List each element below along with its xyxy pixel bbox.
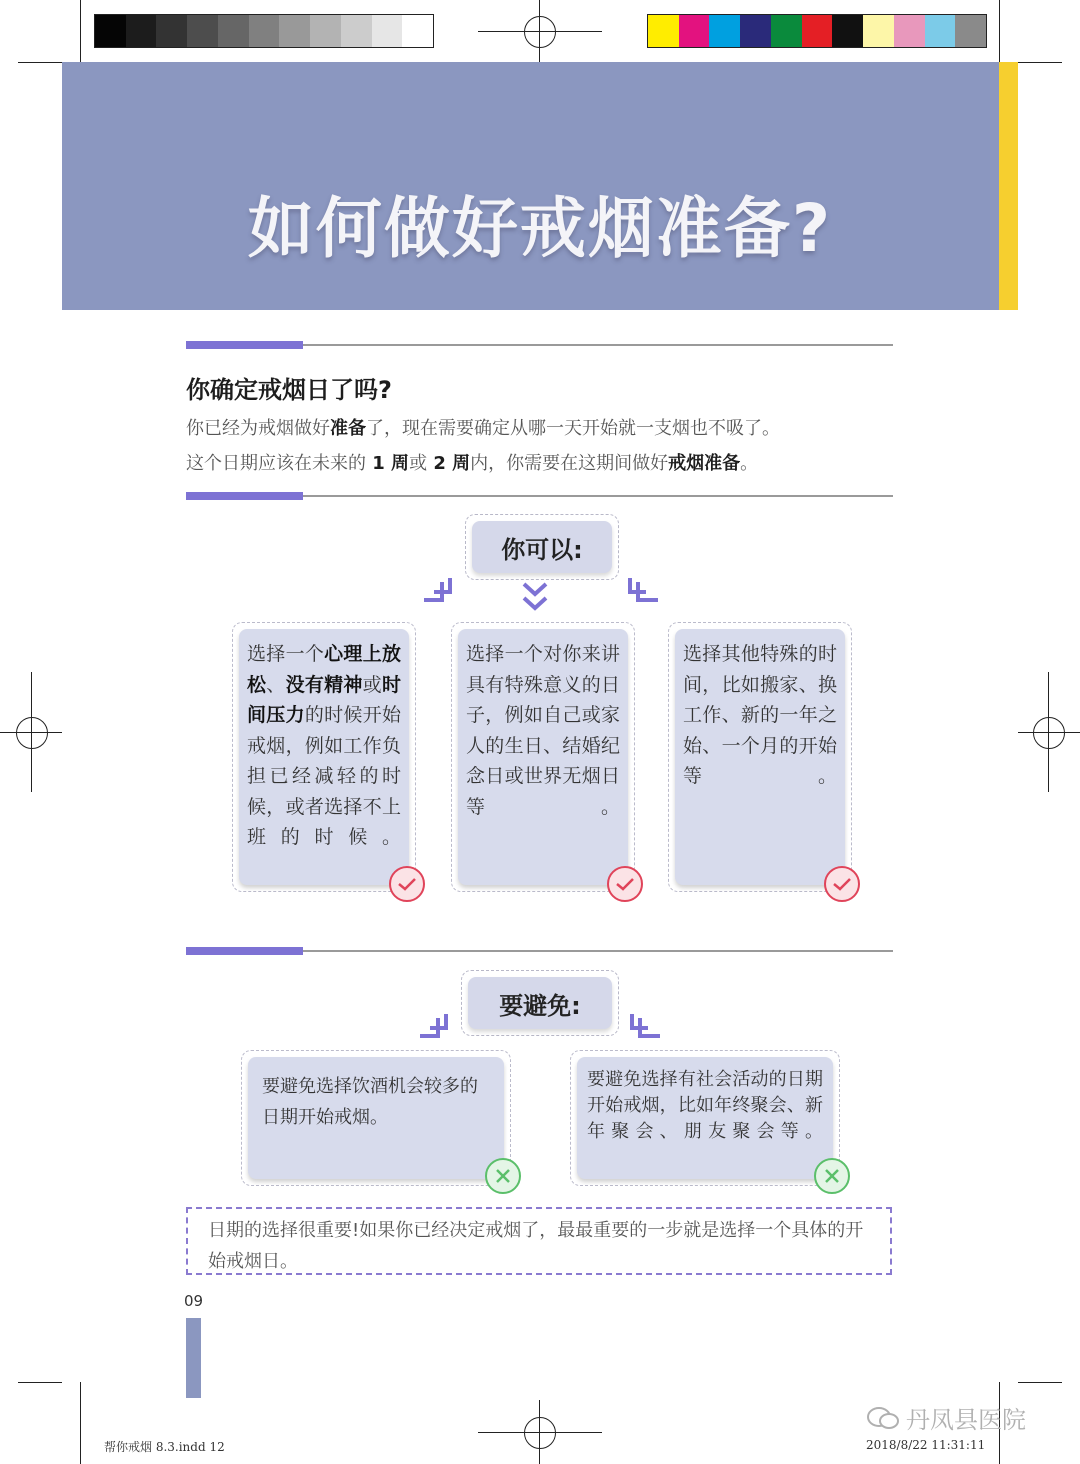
swatch: [832, 15, 863, 47]
card-text-segment: 或: [362, 673, 382, 696]
swatch: [894, 15, 925, 47]
swatch: [863, 15, 894, 47]
swatch: [925, 15, 956, 47]
can-do-card-1-text: [239, 629, 409, 885]
color-calibration-bar: [647, 14, 987, 48]
avoid-card-1: [241, 1050, 511, 1186]
can-do-card-3: [668, 622, 852, 892]
divider-accent: [186, 492, 303, 500]
section-divider: [186, 344, 893, 346]
text-span: 你已经为戒烟做好: [186, 418, 330, 439]
page-title: 如何做好戒烟准备?: [247, 190, 833, 267]
swatch: [95, 15, 126, 47]
crop-mark: [1018, 62, 1062, 63]
can-do-label-box: [465, 514, 619, 580]
section-title: 你确定戒烟日了吗?: [186, 376, 392, 404]
swatch: [771, 15, 802, 47]
swatch: [187, 15, 218, 47]
crop-mark: [478, 1432, 602, 1433]
can-do-card-1: [232, 622, 416, 892]
crop-mark: [1018, 1382, 1062, 1383]
swatch: [955, 15, 986, 47]
swatch: [341, 15, 372, 47]
card-text-segment: 的时候开始戒烟，例如工作负担已经减轻的时候，或者选择不上班的时候。: [247, 704, 401, 848]
crop-mark: [80, 0, 81, 62]
page-number: 09: [184, 1292, 204, 1310]
crop-mark: [539, 0, 540, 62]
avoid-label-box: [461, 970, 619, 1036]
wechat-icon: [866, 1405, 900, 1431]
text-bold: 准备: [330, 418, 366, 439]
card-text-segment: 心理上放松: [247, 643, 401, 696]
crop-mark: [478, 31, 602, 32]
grayscale-calibration-bar: [94, 14, 434, 48]
swatch: [310, 15, 341, 47]
swatch: [279, 15, 310, 47]
crop-mark: [999, 0, 1000, 62]
crop-mark: [31, 672, 32, 792]
crop-mark: [18, 62, 62, 63]
registration-mark: [524, 1417, 556, 1449]
card-text-segment: 、: [266, 673, 286, 696]
crop-mark: [18, 1382, 62, 1383]
can-do-card-2: [451, 622, 635, 892]
swatch: [679, 15, 710, 47]
registration-mark: [16, 717, 48, 749]
footer-timestamp: 2018/8/22 11:31:11: [866, 1438, 986, 1452]
swatch: [802, 15, 833, 47]
crop-mark: [1018, 732, 1080, 733]
arrow-down-left-icon: [420, 574, 460, 610]
arrow-down-right-icon: [626, 1010, 666, 1046]
text-span: 或: [409, 453, 428, 474]
divider-accent: [186, 947, 303, 955]
intro-line-2: [186, 449, 758, 475]
can-do-card-2-text: 选择一个对你来讲具有特殊意义的日子，例如自己或家人的生日、结婚纪念日或世界无烟日等。: [458, 629, 628, 885]
can-do-label: 你可以:: [472, 521, 612, 573]
intro-line-1: [186, 414, 780, 440]
swatch: [648, 15, 679, 47]
swatch: [218, 15, 249, 47]
section-divider: [186, 950, 893, 952]
swatch: [156, 15, 187, 47]
crop-mark: [1048, 672, 1049, 792]
text-span: 内，你需要在这期间做好: [470, 453, 669, 474]
swatch: [402, 15, 433, 47]
cross-icon: [485, 1158, 521, 1194]
text-span: 这个日期应该在未来的: [186, 453, 366, 474]
card-text-segment: 时间压力: [247, 673, 401, 726]
page-side-bar: [186, 1318, 201, 1398]
swatch: [126, 15, 157, 47]
text-bold: 1 周: [366, 453, 410, 474]
crop-mark: [80, 1382, 81, 1464]
footer-file-info: 帮你戒烟 8.3.indd 12: [104, 1440, 225, 1454]
swatch: [709, 15, 740, 47]
avoid-card-2: [570, 1050, 840, 1186]
check-icon: [389, 866, 425, 902]
arrow-down-left-icon: [416, 1010, 456, 1046]
double-chevron-down-icon: [520, 580, 550, 616]
card-text-segment: 没有精神: [285, 673, 363, 696]
important-note: 日期的选择很重要!如果你已经决定戒烟了，最最重要的一步就是选择一个具体的开始戒烟日。: [186, 1207, 892, 1275]
can-do-card-3-text: 选择其他特殊的时间，比如搬家、换工作、新的一年之始、一个月的开始等。: [675, 629, 845, 885]
watermark-text: 丹凤县医院: [906, 1406, 1026, 1434]
cross-icon: [814, 1158, 850, 1194]
avoid-card-1-text: 要避免选择饮酒机会较多的日期开始戒烟。: [248, 1057, 504, 1179]
crop-mark: [539, 1400, 540, 1464]
text-bold: 2 周: [427, 453, 471, 474]
check-icon: [607, 866, 643, 902]
divider-accent: [186, 341, 303, 349]
avoid-label: 要避免:: [468, 977, 612, 1029]
swatch: [249, 15, 280, 47]
text-bold: 戒烟准备: [668, 453, 741, 474]
registration-mark: [524, 16, 556, 48]
swatch: [740, 15, 771, 47]
card-text-segment: 选择一个: [247, 643, 325, 665]
text-span: 。: [740, 453, 759, 474]
avoid-card-2-text: 要避免选择有社会活动的日期开始戒烟，比如年终聚会、新年聚会、朋友聚会等。: [577, 1057, 833, 1179]
text-span: 了，现在需要确定从哪一天开始就一支烟也不吸了。: [366, 418, 780, 439]
section-divider: [186, 495, 893, 497]
watermark: [866, 1400, 1026, 1435]
swatch: [372, 15, 403, 47]
check-icon: [824, 866, 860, 902]
registration-mark: [1033, 717, 1065, 749]
arrow-down-right-icon: [624, 574, 664, 610]
